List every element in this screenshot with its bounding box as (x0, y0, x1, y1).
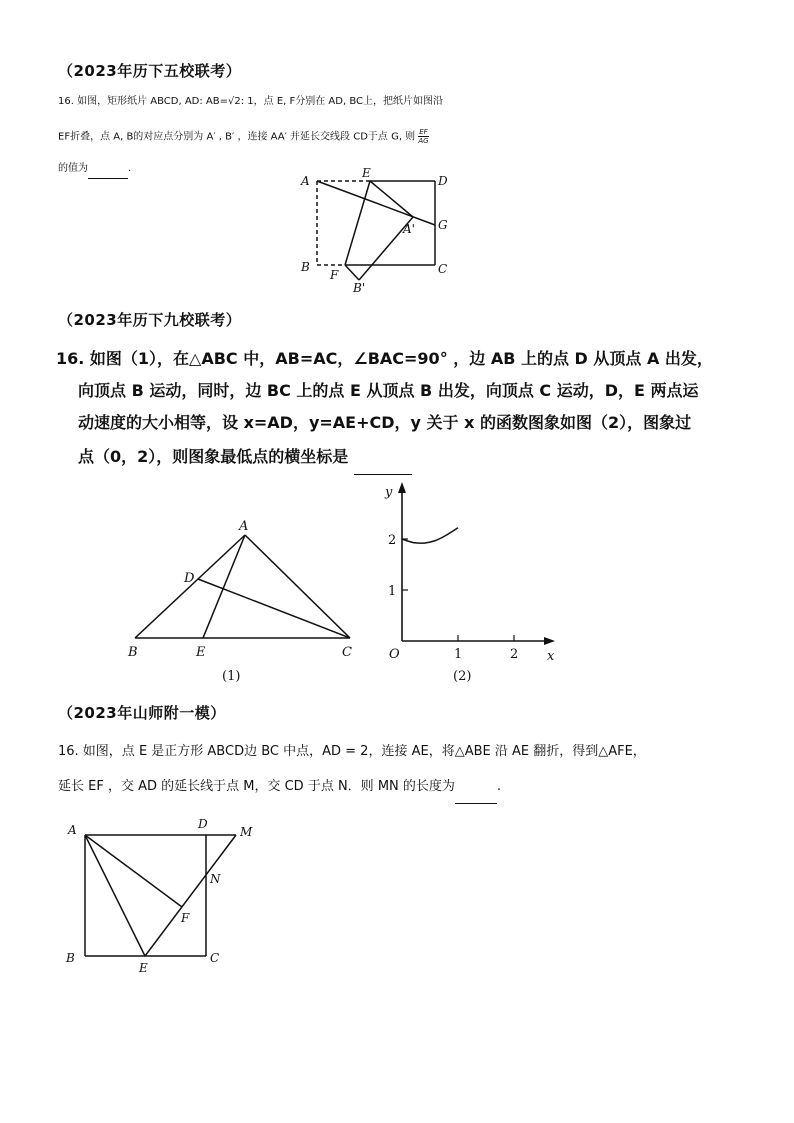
label-F: F (330, 268, 339, 282)
section1-line3-end: . (128, 163, 132, 174)
origin-label: O (389, 647, 400, 662)
section1-line1: 16. 如图，矩形纸片 ABCD, AD: AB=√2: 1，点 E, F分别在 AD, BC上，把纸片如图沿 (58, 96, 443, 107)
label-A: A (68, 823, 77, 837)
section1-line3: 的值为 (58, 163, 88, 174)
section3-line1: 16. 如图，点 E 是正方形 ABCD边 BC 中点，AD = 2，连接 AE，将△ABE 沿 AE 翻折，得到△AFE， (58, 744, 646, 759)
answer-blank (455, 770, 497, 804)
label-E: E (196, 645, 206, 660)
section1-line3-wrap (58, 160, 131, 179)
segment-AE (203, 535, 245, 638)
label-G: G (438, 218, 448, 232)
section2-line3: 动速度的大小相等，设 x=AD，y=AE+CD，y 关于 x 的函数图象如图（2），图象过 (78, 413, 692, 432)
label-A-prime: A' (403, 222, 415, 236)
label-D: D (438, 174, 448, 188)
segment-AE (85, 835, 145, 956)
label-E: E (362, 166, 371, 180)
section1-fraction (418, 128, 428, 145)
label-C: C (210, 951, 220, 965)
x-axis-arrow-icon (544, 637, 555, 645)
chart-series-line (402, 528, 458, 543)
label-B: B (128, 645, 138, 660)
segment-B-prime-F (345, 265, 359, 280)
x-tick-label-2: 2 (510, 647, 519, 662)
figure-1-caption: (1) (222, 669, 241, 684)
fraction-denominator: AG (418, 137, 429, 145)
segment-CD (198, 579, 350, 638)
label-A: A (301, 174, 310, 188)
segment-AG (317, 181, 435, 225)
segment-EM (145, 835, 236, 956)
section3-line2: 延长 EF ，交 AD 的延长线于点 M，交 CD 于点 N．则 MN 的长度为 (58, 779, 455, 794)
section1-line2-wrap (58, 128, 538, 147)
section3-line2-wrap (58, 770, 758, 804)
x-tick-label-1: 1 (454, 647, 463, 662)
function-graph-figure-2 (375, 478, 570, 688)
segment-EA-prime (370, 181, 413, 217)
label-M: M (240, 825, 253, 839)
label-N: N (210, 872, 221, 886)
label-D: D (184, 571, 195, 586)
section1-line2: EF折叠，点 A, B的对应点分别为 A′ , B′ ，连接 AA′ 并延长交线段 CD于点 G, 则 (58, 131, 416, 143)
y-axis-arrow-icon (398, 482, 406, 493)
fraction-numerator: EF (419, 128, 428, 136)
segment-AF (85, 835, 182, 907)
label-F: F (181, 911, 190, 925)
section2-line1: 16. 如图（1），在△ABC 中，AB=AC，∠BAC=90° ，边 AB 上的点 D 从顶点 A 出发， (56, 349, 713, 368)
label-D: D (198, 817, 208, 831)
label-B-prime: B' (353, 281, 366, 295)
label-B: B (301, 260, 310, 274)
side-AC (245, 535, 350, 638)
figure-2-caption: (2) (453, 669, 472, 684)
answer-blank (354, 440, 412, 475)
rectangle-fold-figure (295, 165, 465, 295)
section1-header: （2023年历下五校联考） (58, 62, 242, 80)
section2-header: （2023年历下九校联考） (58, 311, 242, 329)
section2-line2: 向顶点 B 运动，同时，边 BC 上的点 E 从顶点 B 出发，向顶点 C 运动，D，E 两点运 (78, 381, 699, 400)
triangle-figure-1 (120, 510, 370, 685)
y-axis-label: y (385, 485, 393, 500)
section3-header: （2023年山师附一模） (58, 704, 226, 722)
square-fold-figure (60, 815, 270, 975)
section2-line4: 点（0，2），则图象最低点的横坐标是 (78, 447, 349, 466)
y-tick-label-1: 1 (388, 584, 397, 599)
side-AB (135, 535, 245, 638)
x-axis-label: x (547, 649, 555, 664)
section3-line2-end: . (496, 779, 502, 794)
label-E: E (139, 961, 148, 975)
label-C: C (438, 262, 448, 276)
y-tick-label-2: 2 (388, 533, 397, 548)
section2-line4-wrap (78, 440, 598, 475)
answer-blank (88, 160, 128, 179)
label-C: C (342, 645, 352, 660)
label-A: A (239, 519, 249, 534)
label-B: B (66, 951, 75, 965)
